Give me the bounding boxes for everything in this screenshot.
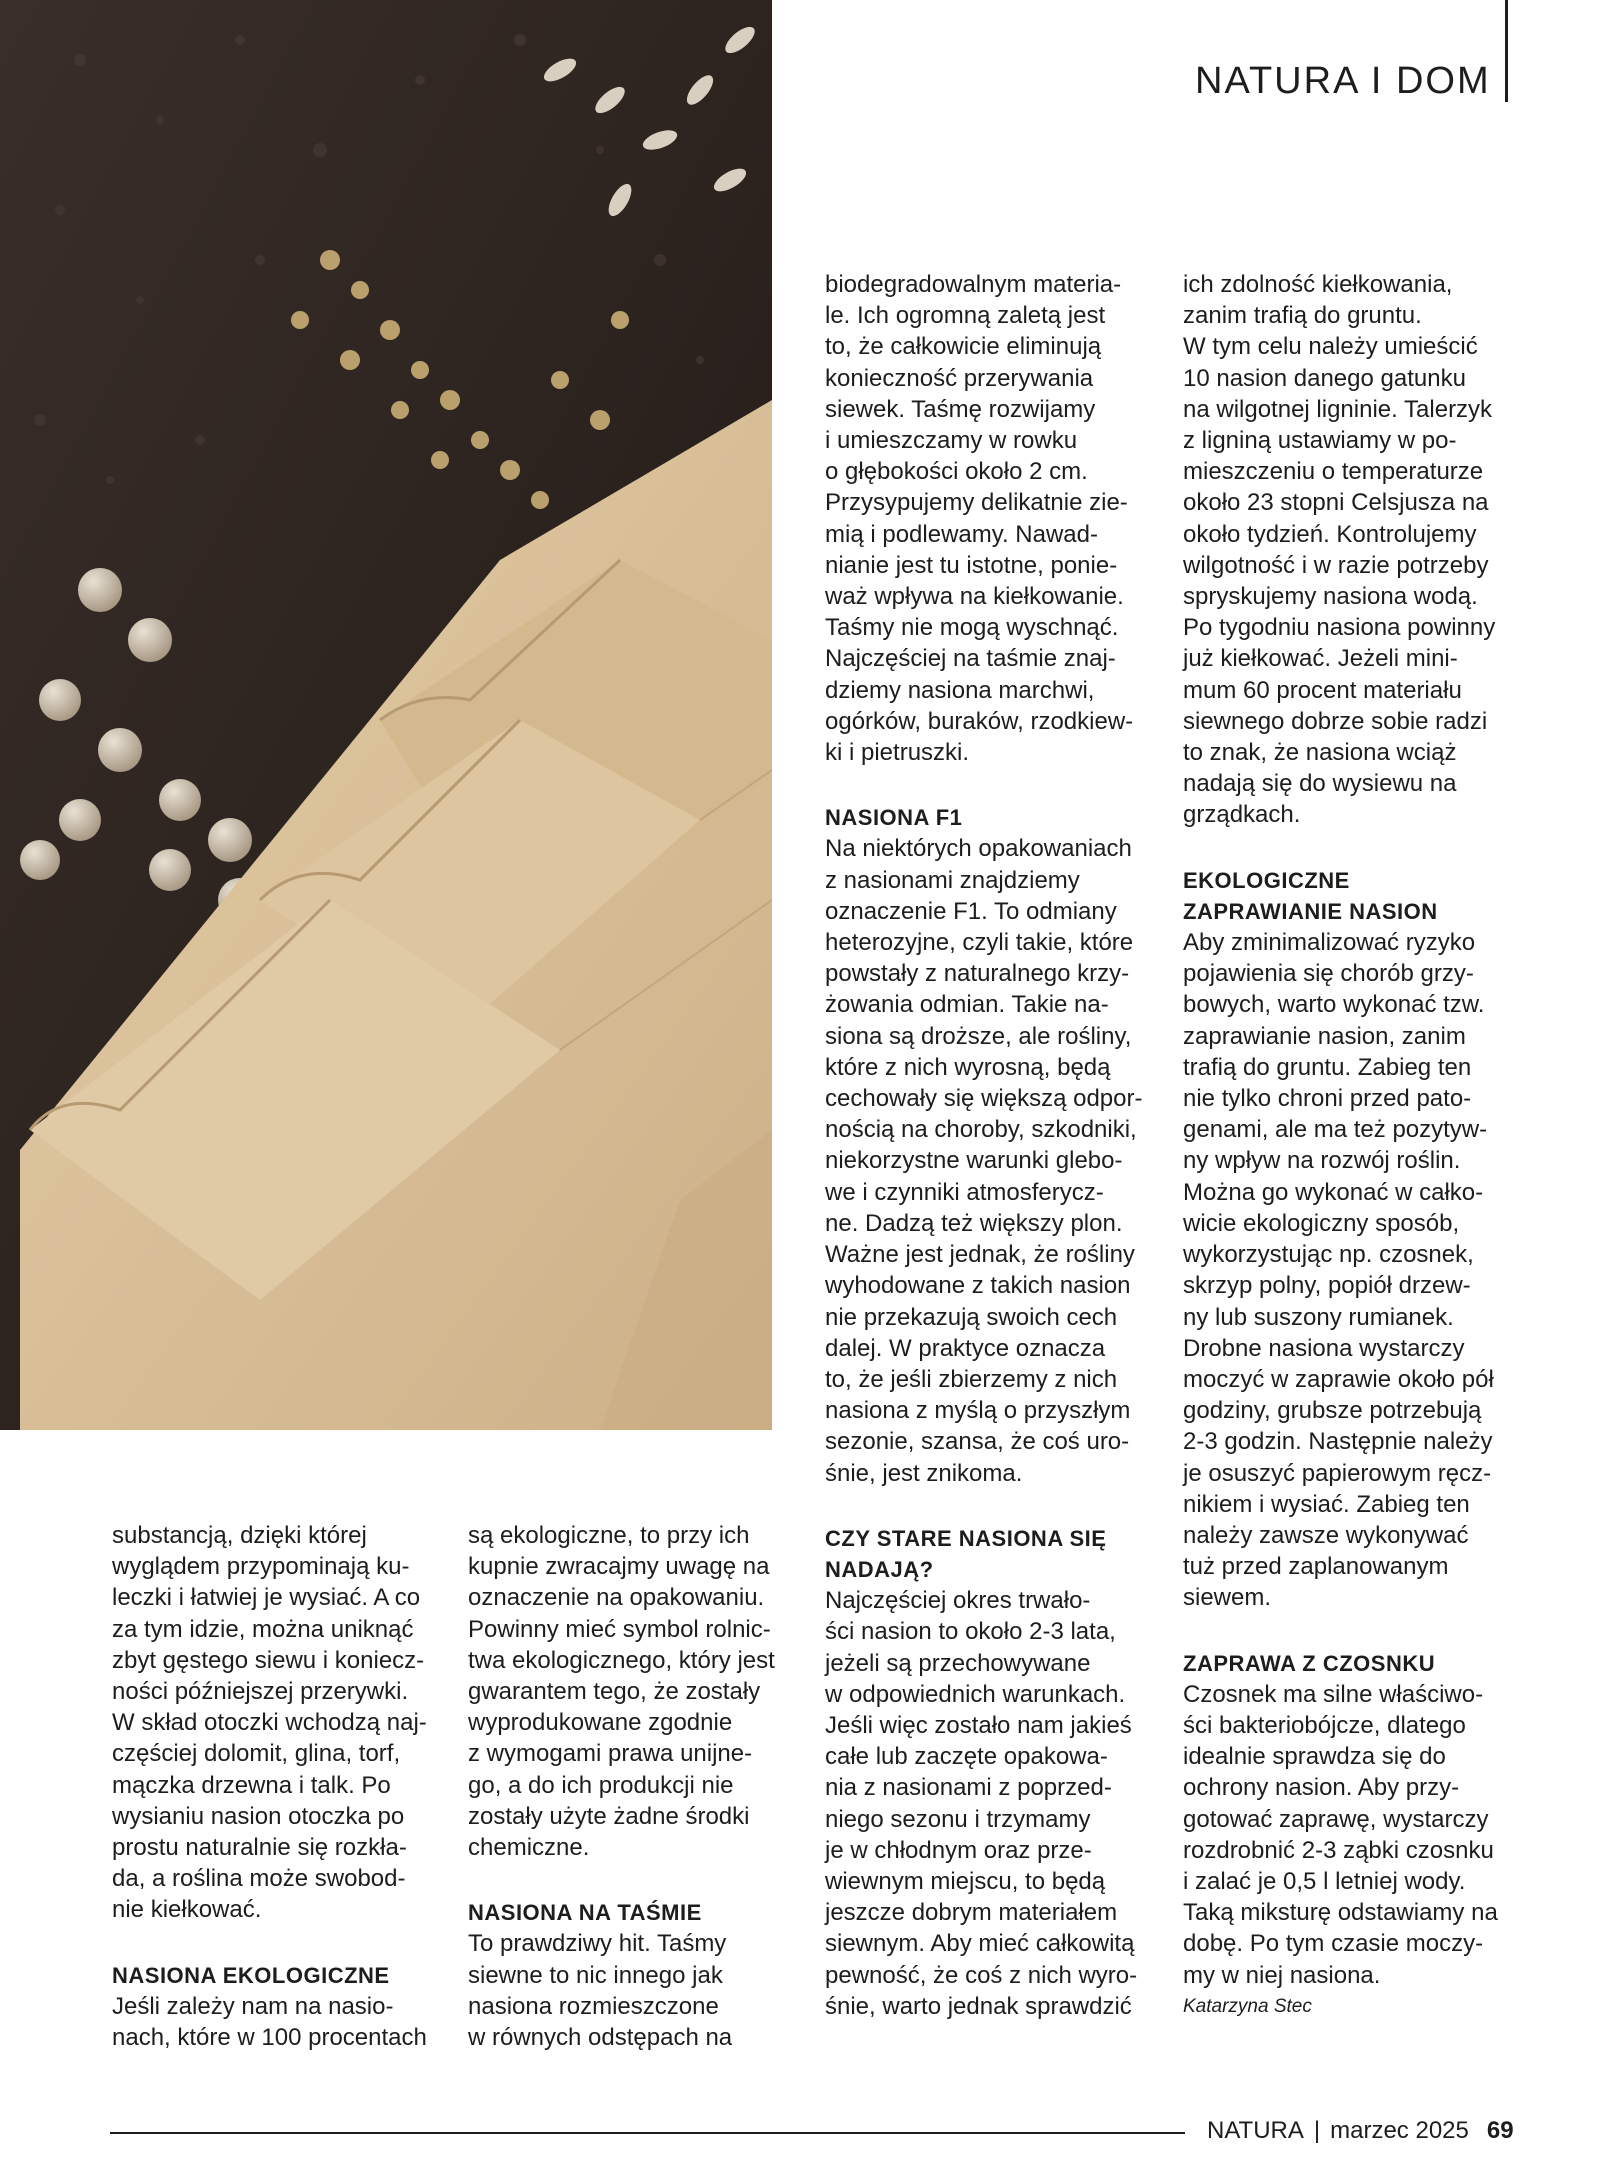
heading-f1-seeds: NASIONA F1 xyxy=(825,805,963,831)
section-title: NATURA I DOM xyxy=(1195,60,1491,102)
footer xyxy=(1207,2117,1514,2145)
paragraph: To prawdziwy hit. Taśmy siewne to nic innego jak nasiona rozmieszczone w równych odstępach na xyxy=(468,1930,733,2052)
article-column-1 xyxy=(112,1520,447,2053)
issue-date: marzec 2025 xyxy=(1330,2117,1469,2144)
magazine-name: NATURA xyxy=(1207,2117,1304,2144)
article-column-3 xyxy=(825,269,1155,2022)
paragraph: Na niektórych opakowaniach z nasionami znajdziemy oznaczenie F1. To odmiany heterozyjne, czyli takie, które powstały z naturalnego krzy- żowania odmian. Takie na- siona są droższe, ale rośliny, które z nich wyrosną, będą cechowały się większą odpor- nością na choroby, szkodniki, niekorzystne warunki glebo- we i czynniki atmosferycz- ne. Dadzą też większy plon. Ważne jest jednak, że rośliny wyhodowane z takich nasion nie przekazują swoich cech dalej. W praktyce oznacza to, że jeśli zbierzemy z nich nasiona z myślą o przyszłym sezonie, szansa, że coś uro- śnie, jest znikoma. xyxy=(825,835,1143,1487)
heading-seed-tape: NASIONA NA TAŚMIE xyxy=(468,1900,702,1926)
paragraph: ich zdolność kiełkowania, zanim trafią do gruntu. W tym celu należy umieścić 10 nasion danego gatunku na wilgotnej ligninie. Talerzyk z ligniną ustawiamy w po- mieszczeniu o temperaturze około 23 stopni Celsjusza na około tydzień. Kontrolujemy wilgotność i w razie potrzeby spryskujemy nasiona wodą. Po tygodniu nasiona powinny już kiełkować. Jeżeli mini- mum 60 procent materiału siewnego dobrze sobie radzi to znak, że nasiona wciąż nadają się do wysiewu na grządkach. xyxy=(1183,271,1496,829)
heading-eco-dressing: EKOLOGICZNE ZAPRAWIANIE NASION xyxy=(1183,867,1438,924)
paragraph: Najczęściej okres trwało- ści nasion to około 2-3 lata, jeżeli są przechowywane w odpowiednich warunkach. Jeśli więc zostało nam jakieś całe lub zaczęte opakowa- nia z nasionami z poprzed- niego sezonu i trzymamy je w chłodnym oraz prze- wiewnym miejscu, to będą jeszcze dobrym materiałem siewnym. Aby mieć całkowitą pewność, że coś z nich wyro- śnie, warto jednak sprawdzić xyxy=(825,1587,1138,2020)
heading-eco-seeds: NASIONA EKOLOGICZNE xyxy=(112,1962,390,1988)
section-title-rule xyxy=(1505,0,1508,102)
paragraph: biodegradowalnym materia- le. Ich ogromną zaletą jest to, że całkowicie eliminują konieczność przerywania siewek. Taśmę rozwijamy i umieszczamy w rowku o głębokości około 2 cm. Przysypujemy delikatnie zie- mią i podlewamy. Nawad- nianie jest tu istotne, ponie- waż wpływa na kiełkowanie. Taśmy nie mogą wyschnąć. Najczęściej na taśmie znaj- dziemy nasiona marchwi, ogórków, buraków, rzodkiew- ki i pietruszki. xyxy=(825,271,1134,767)
article-column-4 xyxy=(1183,269,1513,2022)
article-column-2 xyxy=(468,1520,778,2053)
paragraph: Czosnek ma silne właściwo- ści bakteriobójcze, dlatego idealnie sprawdza się do ochrony nasion. Aby przy- gotować zaprawę, wystarczy rozdrobnić 2-3 ząbki czosnku i zalać je 0,5 l letniej wody. Taką miksturę odstawiamy na dobę. Po tym czasie moczy- my w niej nasiona. xyxy=(1183,1680,1498,1989)
paragraph: są ekologiczne, to przy ich kupnie zwracajmy uwagę na oznaczenie na opakowaniu. Powinny mieć symbol rolnic- twa ekologicznego, który jest gwarantem tego, że zostały wyprodukowane zgodnie z wymogami prawa unijne- go, a do ich produkcji nie zostały użyte żadne środki chemiczne. xyxy=(468,1522,775,1862)
page-number: 69 xyxy=(1486,2117,1514,2144)
heading-old-seeds: CZY STARE NASIONA SIĘ NADAJĄ? xyxy=(825,1525,1107,1582)
paragraph: Aby zminimalizować ryzyko pojawienia się chorób grzy- bowych, warto wykonać tzw. zaprawianie nasion, zanim trafią do gruntu. Zabieg ten nie tylko chroni przed pato- genami, ale ma też pozytyw- ny wpływ na rozwój roślin. Można go wykonać w całko- wicie ekologiczny sposób, wykorzystując np. czosnek, skrzyp polny, popiół drzew- ny lub suszony rumianek. Drobne nasiona wystarczy moczyć w zaprawie około pół godziny, grubsze potrzebują 2-3 godzin. Następnie należy je osuszyć papierowym ręcz- nikiem i wysiać. Zabieg ten należy zawsze wykonywać tuż przed zaplanowanym siewem. xyxy=(1183,929,1494,1612)
heading-garlic-dressing: ZAPRAWA Z CZOSNKU xyxy=(1183,1650,1436,1676)
footer-separator: | xyxy=(1313,2117,1321,2144)
author-name: Katarzyna Stec xyxy=(1183,1995,1312,2017)
paragraph: substancją, dzięki której wyglądem przypominają ku- leczki i łatwiej je wysiać. A co za tym idzie, można uniknąć zbyt gęstego siewu i koniecz- ności późniejszej przerywki. W skład otoczki wchodzą naj- częściej dolomit, glina, torf, mączka drzewna i talk. Po wysianiu nasion otoczka po prostu naturalnie się rozkła- da, a roślina może swobod- nie kiełkować. xyxy=(112,1522,427,1924)
paragraph: Jeśli zależy nam na nasio- nach, które w 100 procentach xyxy=(112,1992,427,2052)
seeds-and-paper-envelopes-photo xyxy=(0,0,772,1430)
footer-rule xyxy=(110,2132,1185,2134)
